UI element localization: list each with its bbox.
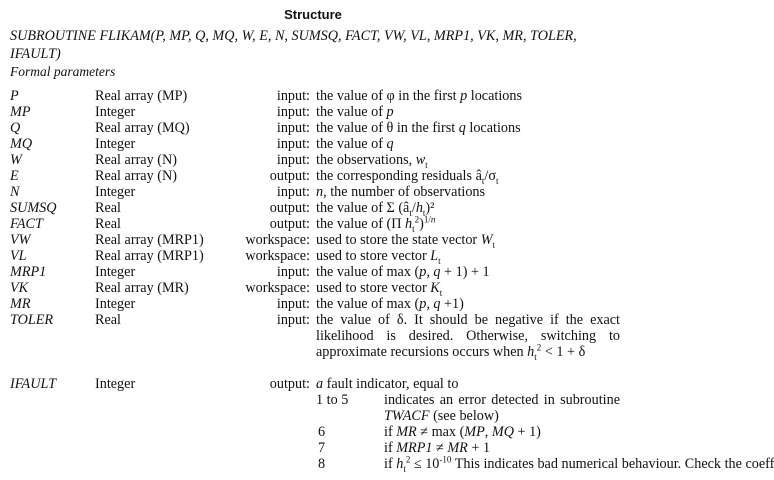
- param-type: Real: [95, 312, 121, 328]
- param-name: N: [10, 184, 20, 200]
- param-name: Q: [10, 120, 21, 136]
- param-mode: output:: [269, 200, 310, 216]
- subroutine-signature: SUBROUTINE FLIKAM(P, MP, Q, MQ, W, E, N, SUMSQ, FACT, VW, VL, MRP1, VK, MR, TOLER, IFAULT): [10, 28, 577, 62]
- param-row: [0, 152, 626, 168]
- param-type: Real array (MR): [95, 280, 189, 296]
- param-mode: input:: [276, 312, 310, 328]
- param-name: FACT: [10, 216, 43, 232]
- param-description: the value of θ in the first q locations: [316, 120, 521, 136]
- param-row: [0, 168, 626, 184]
- param-mode: input:: [276, 296, 310, 312]
- param-type: Real array (N): [95, 168, 177, 184]
- param-mode: output:: [269, 168, 310, 184]
- param-type: Real array (MRP1): [95, 232, 204, 248]
- param-name: VL: [10, 248, 27, 264]
- fault-code: 1 to 5: [316, 392, 349, 408]
- param-name: W: [10, 152, 22, 168]
- param-row: [0, 376, 626, 392]
- param-row: [0, 184, 626, 200]
- param-description: used to store vector $L_t$: [316, 248, 441, 266]
- param-row: [0, 136, 626, 152]
- param-mode: input:: [276, 184, 310, 200]
- fault-code: 7: [318, 440, 326, 456]
- param-row: [0, 200, 626, 216]
- param-row: [0, 120, 626, 136]
- param-name: IFAULT: [10, 376, 56, 392]
- fault-code-row: [0, 392, 626, 424]
- param-name: MRP1: [10, 264, 47, 280]
- param-mode: input:: [276, 104, 310, 120]
- param-mode: workspace:: [245, 232, 310, 248]
- param-row: [0, 312, 626, 362]
- param-row: [0, 296, 626, 312]
- param-mode: input:: [276, 264, 310, 280]
- param-type: Real array (MRP1): [95, 248, 204, 264]
- param-mode: workspace:: [245, 248, 310, 264]
- param-name: MP: [10, 104, 31, 120]
- param-mode: input:: [276, 152, 310, 168]
- param-name: SUMSQ: [10, 200, 57, 216]
- param-name: TOLER: [10, 312, 54, 328]
- fault-code-text: indicates an error detected in subroutine TWACF (see below): [384, 392, 620, 424]
- param-name: VK: [10, 280, 29, 296]
- param-type: Real array (MP): [95, 88, 188, 104]
- param-description: a fault indicator, equal to: [316, 376, 459, 392]
- param-row: [0, 280, 626, 296]
- param-description: the value of q: [316, 136, 394, 152]
- param-type: Integer: [95, 376, 136, 392]
- param-mode: workspace:: [245, 280, 310, 296]
- param-type: Real array (N): [95, 152, 177, 168]
- param-description: the value of φ in the first p locations: [316, 88, 522, 104]
- param-type: Integer: [95, 264, 136, 280]
- param-description: the observations, $w_t$: [316, 152, 428, 170]
- fault-code: 8: [318, 456, 326, 472]
- param-description: used to store the state vector $W_t$: [316, 232, 496, 250]
- param-mode: input:: [276, 120, 310, 136]
- param-row: [0, 216, 626, 232]
- param-name: E: [10, 168, 19, 184]
- param-row: [0, 264, 626, 280]
- param-type: Real: [95, 200, 121, 216]
- param-name: MQ: [10, 136, 33, 152]
- param-description: the value of δ. It should be negative if the exact likelihood is desired. Otherwise, switching to approximate recursions occurs when $h_t^2 < 1 + \delta$: [316, 312, 620, 362]
- param-type: Real: [95, 216, 121, 232]
- param-row: [0, 232, 626, 248]
- fault-code-text: if MR ≠ max (MP, MQ + 1): [384, 424, 541, 440]
- param-name: VW: [10, 232, 31, 248]
- param-row: [0, 88, 626, 104]
- param-mode: input:: [276, 88, 310, 104]
- param-type: Integer: [95, 184, 136, 200]
- param-type: Integer: [95, 296, 136, 312]
- param-name: MR: [10, 296, 31, 312]
- param-type: Integer: [95, 104, 136, 120]
- param-description: the corresponding residuals $â_t/\sigma_t$: [316, 168, 499, 186]
- fault-code-text: if $h_t^2 \le 10^{-10}$ This indicates bad numerical behaviour. Check the coeff: [384, 454, 774, 474]
- param-type: Real array (MQ): [95, 120, 190, 136]
- param-description: n, the number of observations: [316, 184, 486, 200]
- fault-code: 6: [318, 424, 326, 440]
- param-mode: output:: [269, 376, 310, 392]
- fault-code-row: [0, 440, 626, 456]
- param-description: the value of Σ $(â_t/h_t)^2$: [316, 200, 435, 218]
- section-heading: Structure: [284, 7, 342, 22]
- param-type: Integer: [95, 136, 136, 152]
- fault-code-row: [0, 424, 626, 440]
- param-description: the value of (Π $h_t^2)^{1/n}$: [316, 214, 436, 234]
- param-row: [0, 248, 626, 264]
- param-mode: input:: [276, 136, 310, 152]
- fault-code-text: if MRP1 ≠ MR + 1: [384, 440, 491, 456]
- param-row: [0, 104, 626, 120]
- param-description: used to store vector $K_t$: [316, 280, 443, 298]
- fault-code-row: [0, 454, 774, 474]
- param-name: P: [10, 88, 19, 104]
- formal-parameters-label: Formal parameters: [10, 64, 116, 79]
- param-mode: output:: [269, 216, 310, 232]
- param-description: the value of p: [316, 104, 394, 120]
- param-description: the value of max (p, q +1): [316, 296, 464, 312]
- param-description: the value of max (p, q + 1) + 1: [316, 264, 490, 280]
